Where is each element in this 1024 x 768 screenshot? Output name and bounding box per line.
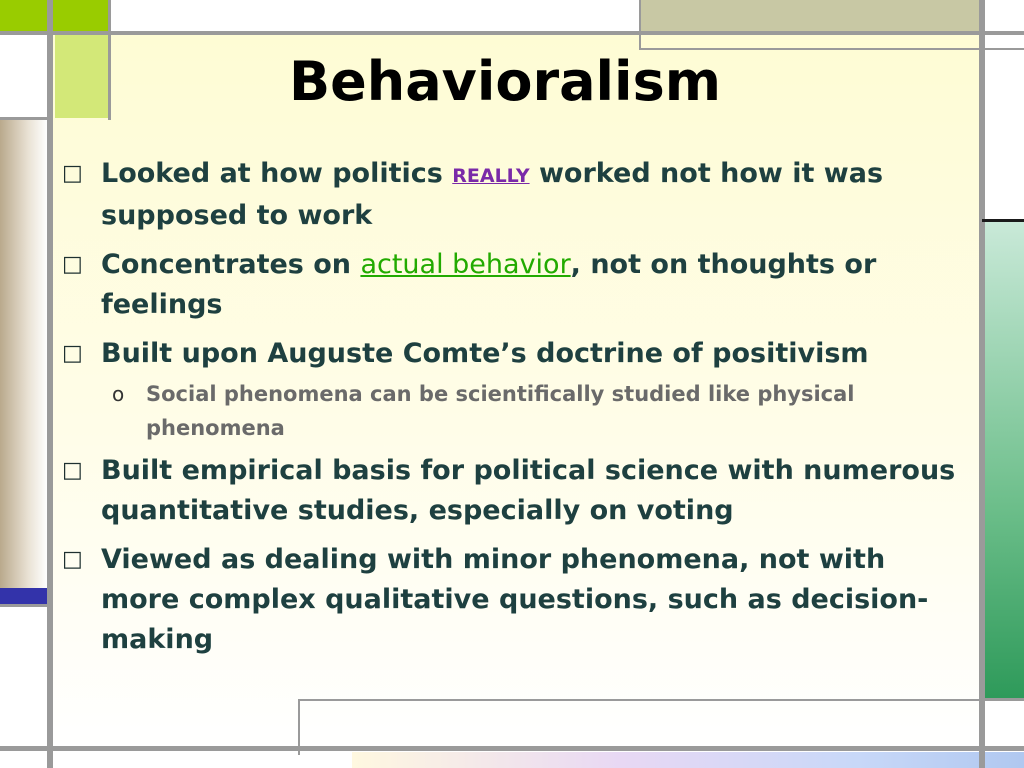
frame-line-right	[979, 0, 985, 768]
frame-line-right-divider	[982, 698, 1024, 701]
decor-blue-block-left	[0, 588, 47, 604]
bullet-text: worked not how it was supposed to work	[101, 158, 884, 231]
bullet-text: Concentrates on	[101, 249, 361, 280]
frame-box-bottom	[298, 699, 988, 755]
square-bullet-icon: □	[62, 252, 83, 277]
bullet-text: Built empirical basis for political science with numerous quantitative studies, especially on voting	[101, 455, 956, 526]
frame-line-right-accent	[982, 219, 1024, 222]
square-bullet-icon: □	[62, 161, 83, 186]
frame-line-left-divider	[0, 117, 53, 120]
decor-green-block-top	[0, 0, 110, 33]
frame-box-top-right	[639, 0, 981, 50]
bullet-text: Looked at how politics	[101, 158, 453, 189]
bullet-item	[60, 245, 960, 325]
square-bullet-icon: □	[62, 341, 83, 366]
bullet-item	[60, 154, 960, 236]
frame-line-left-divider-low	[0, 604, 53, 607]
decor-green-block-right	[985, 222, 1024, 698]
bullet-text: Built upon Auguste Comte’s doctrine of positivism	[101, 338, 869, 369]
actual-behavior-link[interactable]: actual behavior	[360, 249, 571, 280]
circle-bullet-icon: o	[112, 382, 125, 406]
really-link[interactable]: REALLY	[452, 165, 530, 187]
frame-line-left	[47, 0, 53, 768]
slide-title: Behavioralism	[289, 50, 721, 113]
bullet-text: Viewed as dealing with minor phenomena, not with more complex qualitative questions, such as decision-making	[101, 544, 929, 655]
bullet-item	[60, 334, 960, 374]
decor-tan-block-left	[0, 120, 47, 588]
bullet-text: , not on thoughts or feelings	[101, 249, 877, 320]
bullet-item	[60, 451, 960, 531]
sub-bullet-text: Social phenomena can be scientifically studied like physical phenomena	[146, 382, 855, 440]
sub-bullet-item	[60, 377, 960, 445]
bullet-item	[60, 540, 960, 660]
square-bullet-icon: □	[62, 458, 83, 483]
bullet-list	[60, 154, 960, 669]
square-bullet-icon: □	[62, 547, 83, 572]
frame-box-corner	[982, 0, 1024, 50]
